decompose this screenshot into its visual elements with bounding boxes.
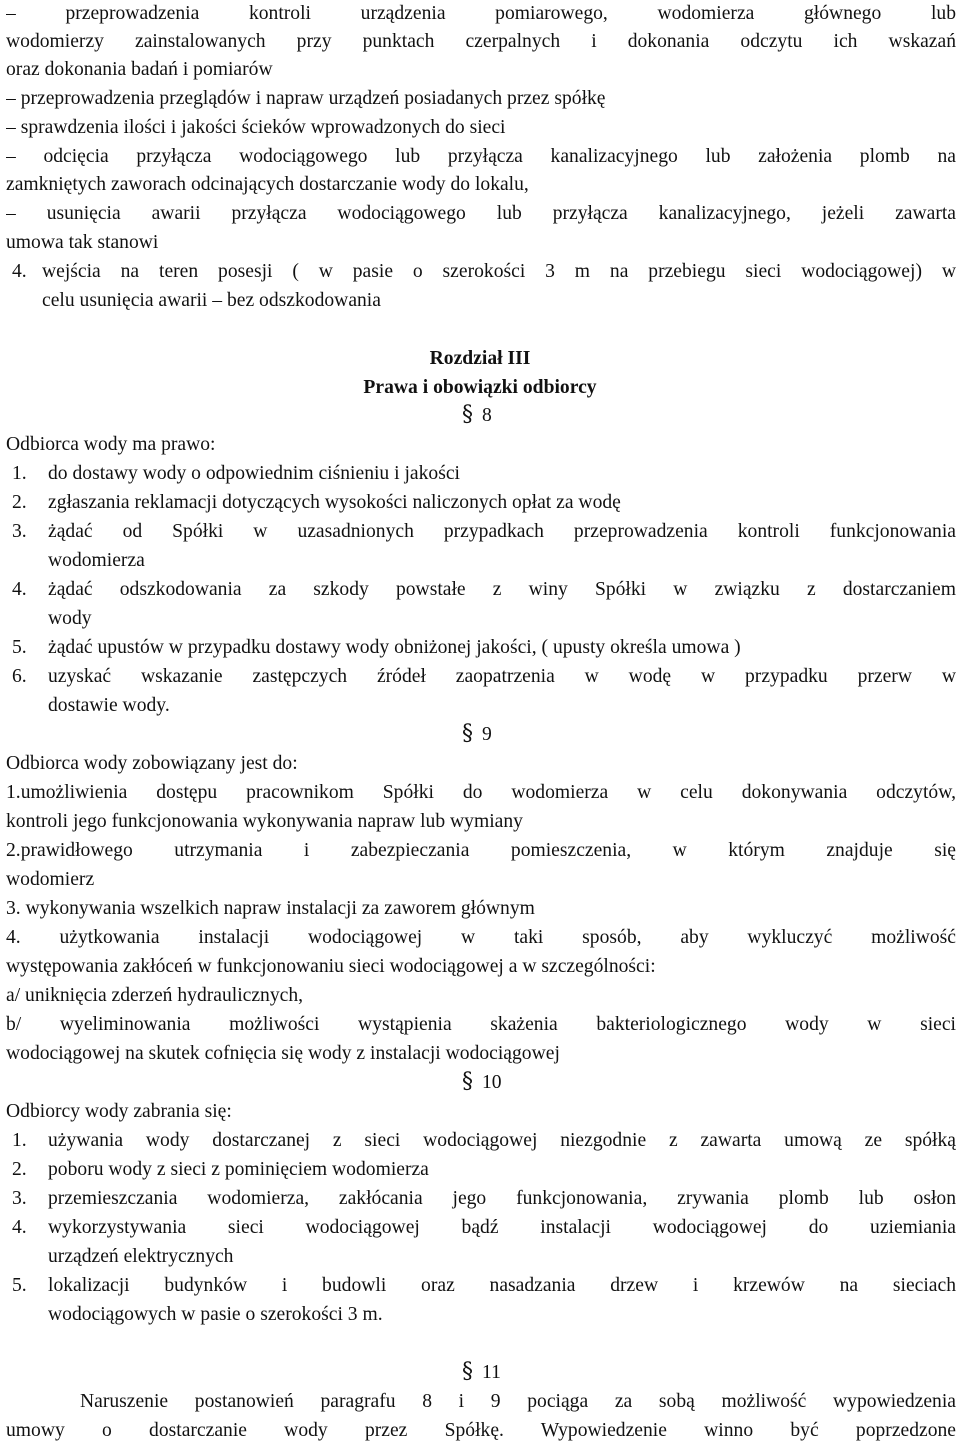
section-sign-icon [462,403,478,425]
section-intro: Odbiorca wody zobowiązany jest do: [6,753,298,774]
item-number: 4. [12,1217,27,1238]
item-text: celu usunięcia awarii – bez odszkodowania [42,290,381,311]
list-item: 2.prawidłowego utrzymania i zabezpieczania pomieszczenia, w którym znajduje się [6,840,956,861]
section-number: 10 [482,1072,502,1093]
section-10-heading [462,1069,502,1098]
item-text: żądać od Spółki w uzasadnionych przypadkach przeprowadzenia kontroli funkcjonowania [48,521,956,542]
list-item: zamkniętych zaworach odcinających dostarczanie wody do lokalu, [6,174,529,195]
list-item: – usunięcia awarii przyłącza wodociągowego lub przyłącza kanalizacyjnego, jeżeli zawarta [6,203,956,224]
item-text: uzyskać wskazanie zastępczych źródeł zaopatrzenia w wodę w przypadku przerw w [48,666,956,687]
section-sign-icon [462,1360,478,1382]
item-text: żądać odszkodowania za szkody powstałe z winy Spółki w związku z dostarczaniem [48,579,956,600]
item-number: 3. [12,1188,27,1209]
item-text: wody [48,608,92,629]
item-text: wodociągowych w pasie o szerokości 3 m. [48,1304,383,1325]
item-text: wodomierza [48,550,145,571]
section-9-heading [462,721,492,750]
list-item: b/ wyeliminowania możliwości wystąpienia skażenia bakteriologicznego wody w sieci [6,1014,956,1035]
list-item: – przeprowadzenia kontroli urządzenia pomiarowego, wodomierza głównego lub [6,3,956,24]
list-item: 4. użytkowania instalacji wodociągowej w taki sposób, aby wykluczyć możliwość [6,927,956,948]
item-number: 1. [12,463,27,484]
chapter-title: Rozdział III [429,348,531,369]
item-text: żądać upustów w przypadku dostawy wody obniżonej jakości, ( upusty określa umowa ) [48,637,741,658]
item-text: wejścia na teren posesji ( w pasie o szerokości 3 m na przebiegu sieci wodociągowej) w [42,261,956,282]
item-number: 6. [12,666,27,687]
item-text: przemieszczania wodomierza, zakłócania jego funkcjonowania, zrywania plomb lub osłon [48,1188,956,1209]
list-item: 3. wykonywania wszelkich napraw instalacji za zaworem głównym [6,898,535,919]
list-item: – odcięcia przyłącza wodociągowego lub przyłącza kanalizacyjnego lub założenia plomb na [6,146,956,167]
list-item: kontroli jego funkcjonowania wykonywania napraw lub wymiany [6,811,523,832]
item-number: 5. [12,1275,27,1296]
section-number: 8 [482,405,492,426]
list-item: umowa tak stanowi [6,232,159,253]
item-number: 1. [12,1130,27,1151]
svg-text:§: § [462,722,473,744]
item-text: urządzeń elektrycznych [48,1246,234,1267]
item-text: używania wody dostarczanej z sieci wodociągowej niezgodnie z zawarta umową ze spółką [48,1130,956,1151]
section-number: 11 [482,1362,501,1383]
chapter-subtitle: Prawa i obowiązki odbiorcy [363,377,597,398]
section-intro: Odbiorca wody ma prawo: [6,434,216,455]
item-text: zgłaszania reklamacji dotyczących wysokości naliczonych opłat za wodę [48,492,621,513]
svg-text:§: § [462,403,473,425]
list-item: – przeprowadzenia przeglądów i napraw urządzeń posiadanych przez spółkę [6,88,606,109]
item-text: lokalizacji budynków i budowli oraz nasadzania drzew i krzewów na sieciach [48,1275,956,1296]
item-number: 4. [12,579,27,600]
item-number: 5. [12,637,27,658]
section-11-heading [462,1359,501,1388]
list-item: – sprawdzenia ilości i jakości ścieków wprowadzonych do sieci [6,117,506,138]
list-item: 1.umożliwienia dostępu pracownikom Spółki do wodomierza w celu dokonywania odczytów, [6,782,956,803]
list-item: wodomierz [6,869,95,890]
list-item: oraz dokonania badań i pomiarów [6,59,273,80]
item-number: 2. [12,492,27,513]
section-intro: Odbiorcy wody zabrania się: [6,1101,232,1122]
item-text: poboru wody z sieci z pominięciem wodomierza [48,1159,429,1180]
item-number: 2. [12,1159,27,1180]
section-sign-icon [462,1070,478,1092]
list-item: występowania zakłóceń w funkcjonowaniu sieci wodociągowej a w szczególności: [6,956,656,977]
item-text: dostawie wody. [48,695,170,716]
section-8-heading [462,402,492,431]
list-item: wodociągowej na skutek cofnięcia się wody z instalacji wodociągowej [6,1043,560,1064]
list-item: a/ uniknięcia zderzeń hydraulicznych, [6,985,304,1006]
section-sign-icon [462,722,478,744]
item-text: wykorzystywania sieci wodociągowej bądź instalacji wodociągowej do uziemiania [48,1217,956,1238]
section-number: 9 [482,724,492,745]
item-text: do dostawy wody o odpowiednim ciśnieniu i jakości [48,463,460,484]
item-number: 3. [12,521,27,542]
paragraph-line: Naruszenie postanowień paragrafu 8 i 9 pociąga za sobą możliwość wypowiedzenia [80,1391,956,1412]
list-item: wodomierzy zainstalowanych przy punktach czerpalnych i dokonania odczytu ich wskazań [6,31,956,52]
svg-text:§: § [462,1070,473,1092]
svg-text:§: § [462,1360,473,1382]
item-number: 4. [12,261,27,282]
paragraph-line: umowy o dostarczanie wody przez Spółkę. Wypowiedzenie winno być poprzedzone [6,1420,956,1441]
